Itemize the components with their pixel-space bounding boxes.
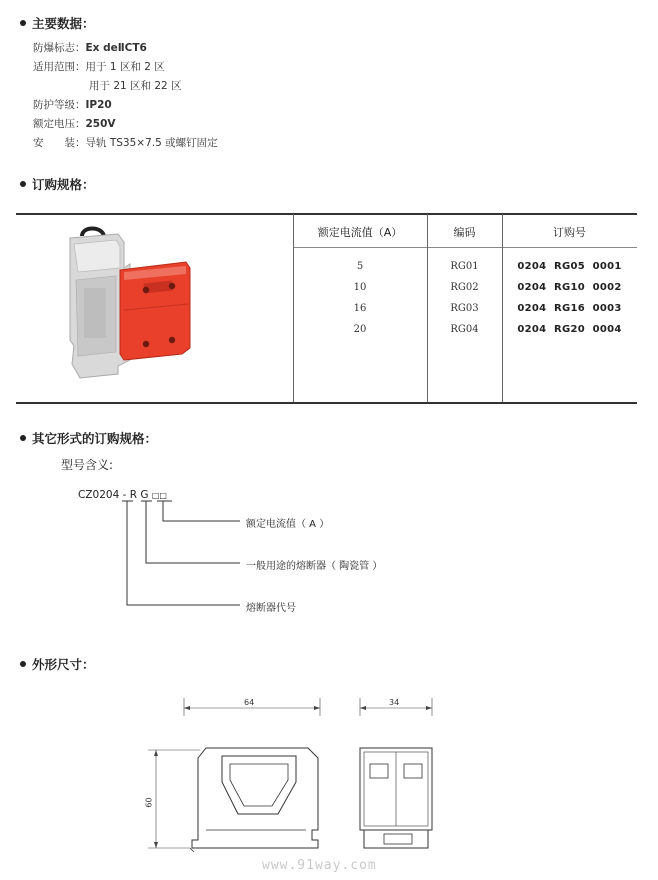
cell-order: 0204 RG05 0001 [517,261,622,272]
spec-value: 导轨 TS35×7.5 或螺钉固定 [85,137,218,149]
bullet-icon [20,661,26,667]
cell-order: 0204 RG16 0003 [517,303,622,314]
cell-code: RG01 [450,261,479,272]
cell-current: 10 [353,282,367,293]
header-code: 编码 [453,226,476,239]
spec-label: 防护等级： [33,99,86,111]
side-view-base [364,830,428,848]
watermark: www.91way.com [262,858,377,873]
dimension-drawing [0,690,658,865]
legend-rated-current: 额定电流值（ A ） [246,519,330,530]
dim-label-height: 60 [144,797,154,808]
section-dimensions-title [20,655,95,673]
model-prefix: CZ0204 - R G [78,489,149,501]
leader-code [127,501,240,605]
cell-order: 0204 RG20 0004 [517,324,622,335]
front-view-foot [190,848,194,852]
spec-value: 用于 21 区和 22 区 [89,80,182,92]
cell-code: RG03 [450,303,479,314]
section-title-text: 主要数据： [32,16,95,31]
spec-label: 防爆标志： [33,42,86,54]
model-meaning-subtitle: 型号含义: [61,458,114,472]
cell-order: 0204 RG10 0002 [517,282,622,293]
leader-current [163,501,240,521]
spec-label: 额定电压： [33,118,86,130]
spec-value: 用于 1 区和 2 区 [85,61,165,73]
cell-code: RG02 [450,282,479,293]
side-view-terminal [404,764,422,778]
front-view-inner [230,764,288,806]
section-title-text: 订购规格： [32,177,95,192]
section-title-text: 外形尺寸： [32,657,95,672]
cell-current: 16 [353,303,367,314]
front-view-outline [192,748,318,848]
spec-label: 适用范围： [33,61,86,73]
spec-label: 安 装： [33,137,86,149]
spec-value: Ex deⅡCT6 [85,42,147,54]
dim-label-side-width: 34 [389,698,400,707]
cell-current: 20 [353,324,367,335]
section-title-text: 其它形式的订购规格： [32,431,158,446]
model-boxes: □□ [151,491,167,500]
cell-current: 5 [356,261,364,272]
cell-code: RG04 [450,324,479,335]
side-view-terminal [370,764,388,778]
spec-value: IP20 [85,99,112,111]
leader-type [146,501,240,563]
legend-fuse-type: 一般用途的熔断器（ 陶瓷管 ） [246,561,383,572]
spec-value: 250V [85,118,116,130]
side-view-clip [384,834,412,844]
header-rated-current: 额定电流值（A） [317,226,403,239]
dim-label-front-width: 64 [244,698,255,707]
legend-fuse-code: 熔断器代号 [246,603,296,614]
header-order-number: 订购号 [553,226,586,239]
